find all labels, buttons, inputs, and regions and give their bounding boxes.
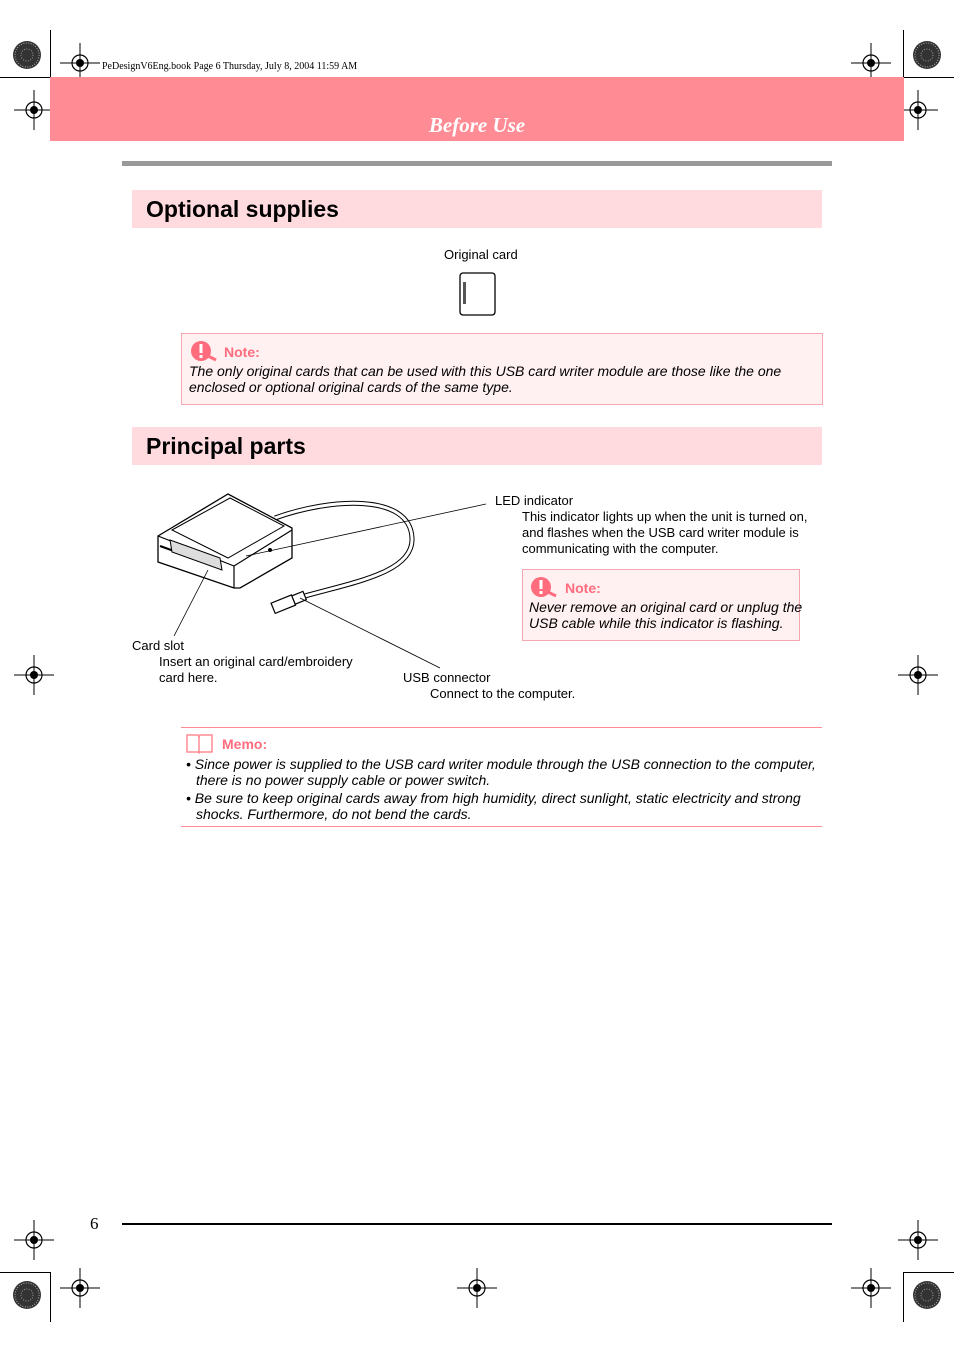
led-indicator-desc-2: and flashes when the USB card writer module is [522,525,799,540]
led-note-box [522,569,803,641]
memo-top-rule [181,727,822,728]
top-rule [122,161,832,166]
principal-parts-heading-bar [132,427,822,465]
bottom-rule [122,1223,832,1225]
crop-mark-icon [898,1220,938,1260]
crop-mark-icon [14,655,54,695]
led-indicator-desc-3: communicating with the computer. [522,541,719,556]
memo-item-1-line-2: there is no power supply cable or power switch. [196,772,491,788]
note-warning-icon [189,340,219,362]
crop-mark-icon [457,1268,497,1308]
memo-book-icon [185,732,215,754]
note-warning-icon [529,576,559,598]
optional-supplies-heading: Optional supplies [146,196,339,222]
optional-supplies-heading-bar [132,190,822,228]
memo-bottom-rule [181,826,822,827]
original-card-label: Original card [444,247,518,262]
card-note-label: Note: [224,344,260,360]
card-slot-desc-2: card here. [159,670,218,685]
principal-parts-heading: Principal parts [146,433,306,459]
memo-item-2-line-1: • Be sure to keep original cards away from high humidity, direct sunlight, static electricity and strong [186,790,801,806]
usb-connector-title: USB connector [403,670,491,685]
crop-mark-icon [60,1268,100,1308]
registration-mark-icon [913,41,941,69]
memo-label: Memo: [222,736,268,752]
led-note-line-2: USB cable while this indicator is flashing. [529,615,784,631]
card-note-text: The only original cards that can be used with this USB card writer module are those like the one enclosed or optional original cards of the same type. [189,363,782,395]
led-note-label: Note: [565,580,601,596]
led-indicator-desc-1: This indicator lights up when the unit is turned on, [522,509,808,524]
book-info: PeDesignV6Eng.book Page 6 Thursday, July 8, 2004 11:59 AM [102,61,358,72]
card-note-box [181,333,823,405]
registration-mark-icon [13,41,41,69]
usb-connector-desc: Connect to the computer. [430,686,576,701]
crop-mark-icon [851,1268,891,1308]
header-title: Before Use [428,113,526,137]
card-slot-desc-1: Insert an original card/embroidery [159,654,353,669]
memo-item-1-line-1: • Since power is supplied to the USB card writer module through the USB connection to the computer, [186,756,816,772]
crop-mark-icon [14,1220,54,1260]
led-note-line-1: Never remove an original card or unplug the [529,599,803,615]
original-card-icon [459,272,497,318]
card-slot-title: Card slot [132,638,185,653]
memo-item-2-line-2: shocks. Furthermore, do not bend the cards. [196,806,472,822]
page-number: 6 [90,1214,99,1233]
usb-card-writer-illustration [150,488,510,673]
led-indicator-title: LED indicator [495,493,574,508]
crop-mark-icon [898,655,938,695]
registration-mark-icon [13,1281,41,1309]
registration-mark-icon [913,1281,941,1309]
